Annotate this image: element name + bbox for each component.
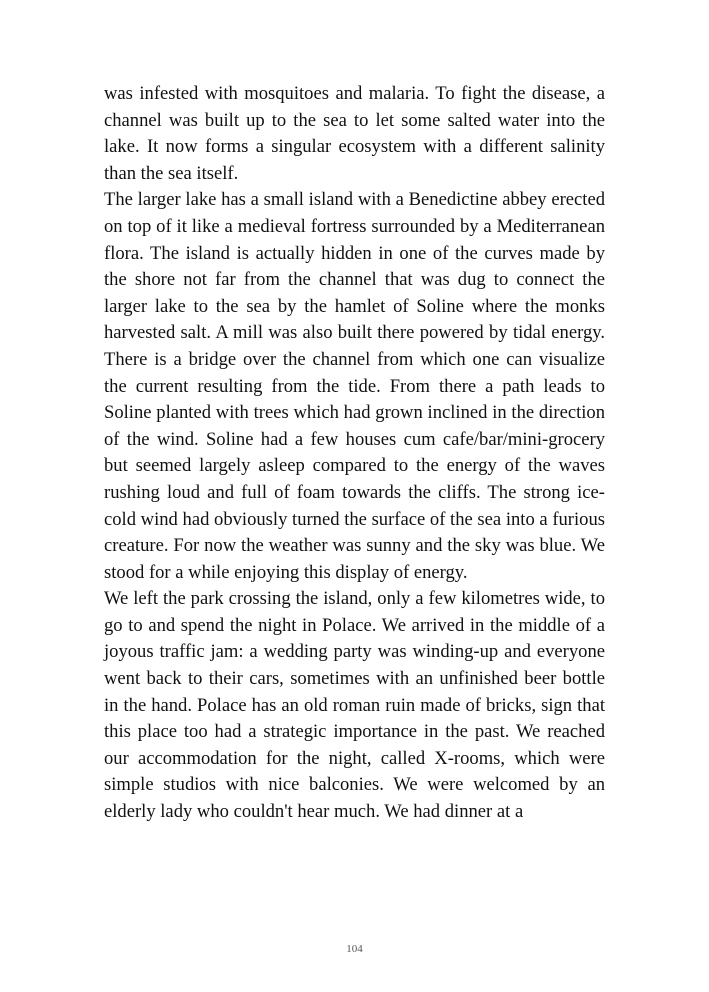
paragraph-1: was infested with mosquitoes and malaria. To fight the disease, a channel was built up to the sea to let some salted water into the lake. It now forms a singular ecosystem with a different salinity than the sea itself.: [104, 83, 605, 184]
body-text: [104, 81, 605, 826]
page-number: 104: [346, 943, 363, 955]
paragraph-2: The larger lake has a small island with a Benedictine abbey erected on top of it like a medieval fortress surrounded by a Mediterranean flora. The island is actually hidden in one of the curves made by the shore not far from the channel that was dug to connect the larger lake to the sea by the hamlet of Soline where the monks harvested salt. A mill was also built there powered by tidal energy. There is a bridge over the channel from which one can visualize the current resulting from the tide. From there a path leads to Soline planted with trees which had grown inclined in the direction of the wind. Soline had a few houses cum cafe/bar/mini-grocery but seemed largely asleep compared to the energy of the waves rushing loud and full of foam towards the cliffs. The strong ice-cold wind had obviously turned the surface of the sea into a furious creature. For now the weather was sunny and the sky was blue. We stood for a while enjoying this display of energy.: [104, 189, 605, 583]
paragraph-3: We left the park crossing the island, only a few kilometres wide, to go to and spend the night in Polace. We arrived in the middle of a joyous traffic jam: a wedding party was winding-up and everyone went back to their cars, sometimes with an unfinished beer bottle in the hand. Polace has an old roman ruin made of bricks, sign that this place too had a strategic importance in the past. We reached our accommodation for the night, called X-rooms, which were simple studios with nice balconies. We were welcomed by an elderly lady who couldn't hear much. We had dinner at a: [104, 588, 605, 823]
